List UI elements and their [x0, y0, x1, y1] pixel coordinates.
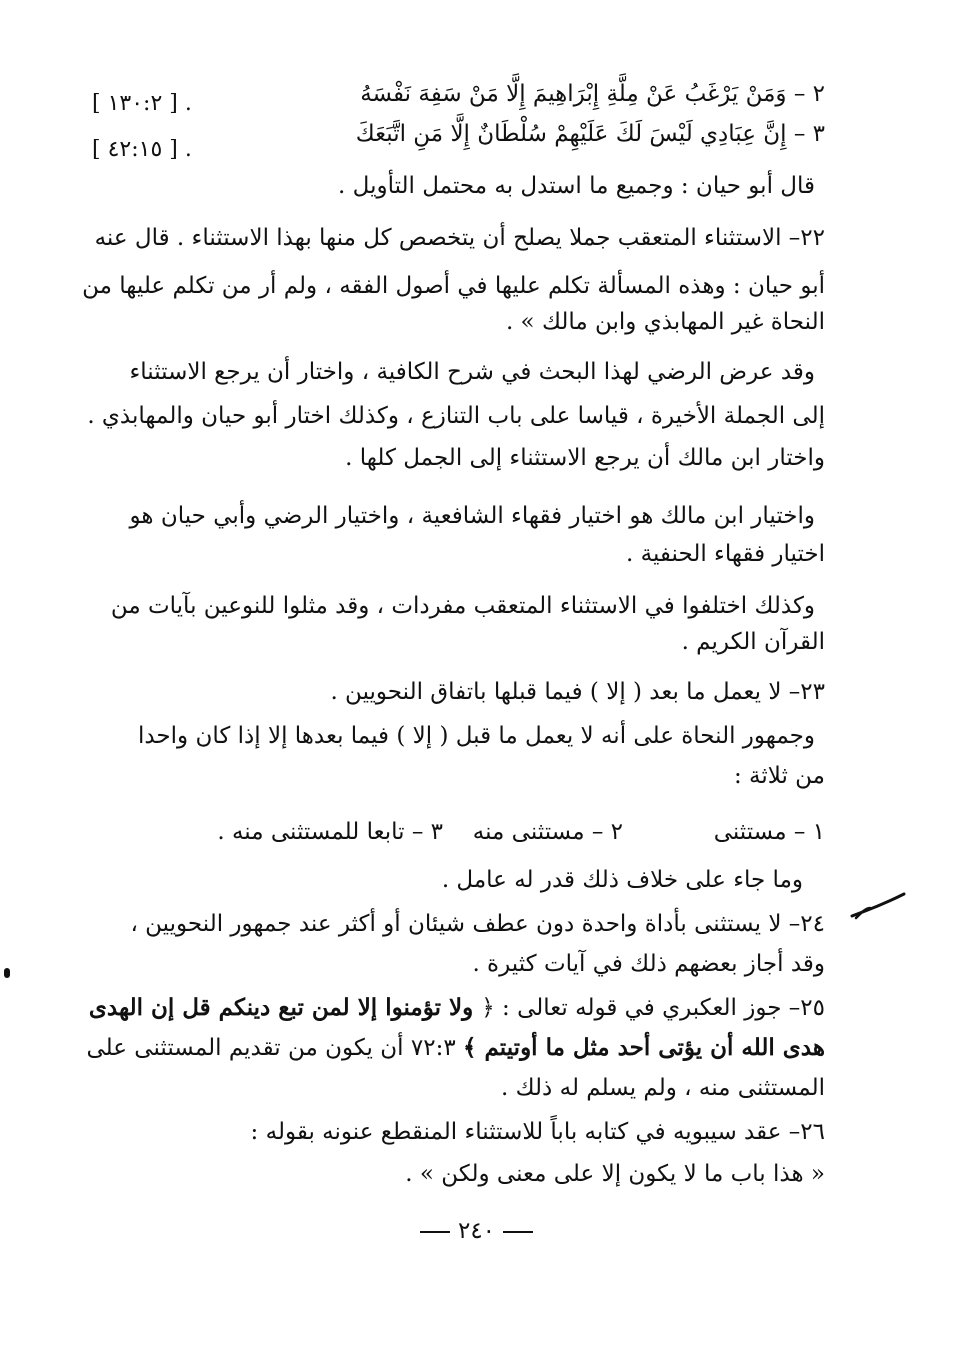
para-wama: وما جاء على خلاف ذلك قدر له عامل . [441, 867, 803, 893]
para-25-continuation: ٧٢:٣ أن يكون من تقديم المستثنى على [86, 1035, 463, 1061]
verse-3: ٣ – إِنَّ عِبَادِي لَيْسَ لَكَ عَلَيْهِمْ سُلْطَانٌ إِلَّا مَنِ اتَّبَعَكَ [355, 121, 825, 147]
para-jumhur-line-2: من ثلاثة : [733, 763, 825, 789]
abu-hayyan-note: قال أبو حيان : وجميع ما استدل به محتمل التأويل . [338, 173, 815, 199]
para-kadhalik-line-1: وكذلك اختلفوا في الاستثناء المتعقب مفردات ، وقد مثلوا للنوعين بآيات من [110, 593, 815, 619]
para-22-line-2: أبو حيان : وهذه المسألة تكلم عليها في أصول الفقه ، ولم أر من تكلم عليها من [82, 273, 825, 299]
para-23: ٢٣– لا يعمل ما بعد ( إلا ) فيما قبلها باتفاق النحويين . [330, 679, 825, 705]
para-ibn-malik-line-2: اختيار فقهاء الحنفية . [626, 541, 825, 567]
para-22-line-3: النحاة غير المهابذي وابن مالك » . [505, 309, 825, 335]
page-number-dash-left [420, 1231, 450, 1233]
para-jumhur-line-1: وجمهور النحاة على أنه لا يعمل ما قبل ( إلا ) فيما بعدها إلا إذا كان واحدا [137, 723, 815, 749]
list-item-2: ٢ – مستثنى منه [472, 819, 623, 845]
margin-pen-mark [848, 888, 908, 928]
quran-quote-part-1: ولا تؤمنوا إلا لمن تبع دينكم قل إن الهدى [88, 994, 482, 1021]
page-number-dash-right [503, 1231, 533, 1233]
page-number [0, 1218, 953, 1244]
para-radi-line-2: إلى الجملة الأخيرة ، قياسا على باب التنازع ، وكذلك اختار أبو حيان والمهابذي . [87, 403, 825, 429]
list-item-3: ٣ – تابعا للمستثنى منه . [217, 819, 443, 845]
para-radi-line-3: واختار ابن مالك أن يرجع الاستثناء إلى الجمل كلها . [345, 445, 825, 471]
edge-ink-dot [4, 968, 10, 978]
para-26-line-2: « هذا باب ما لا يكون إلا على معنى ولكن » . [405, 1161, 825, 1187]
para-26-line-1: ٢٦– عقد سيبويه في كتابه باباً للاستثناء المنقطع عنونه بقوله : [250, 1119, 825, 1145]
para-25-line-3: المستثنى منه ، ولم يسلم له ذلك . [501, 1075, 825, 1101]
para-25-line-1 [89, 992, 825, 1024]
verse-3-ref: [ ٤٢:١٥ ] . [92, 137, 192, 162]
para-24-line-1: ٢٤– لا يستثنى بأداة واحدة دون عطف شيئان أو أكثر عند جمهور النحويين ، [130, 911, 825, 937]
para-radi-line-1: وقد عرض الرضي لهذا البحث في شرح الكافية ، واختار أن يرجع الاستثناء [129, 359, 815, 385]
para-ibn-malik-line-1: واختيار ابن مالك هو اختيار فقهاء الشافعية ، واختيار الرضي وأبي حيان هو [129, 503, 815, 529]
para-24-line-2: وقد أجاز بعضهم ذلك في آيات كثيرة . [472, 951, 825, 977]
quran-quote-part-2: هدى الله أن يؤتى أحد مثل ما أوتيتم ﴾ [463, 1034, 825, 1061]
list-item-1: ١ – مستثنى [713, 819, 825, 845]
verse-2: ٢ – وَمَنْ يَرْغَبُ عَنْ مِلَّةِ إِبْرَاهِيمَ إِلَّا مَنْ سَفِهَ نَفْسَهُ [360, 81, 825, 107]
verse-2-ref: [ ١٣٠:٢ ] . [92, 91, 192, 116]
para-25-intro: ٢٥– جوز العكبري في قوله تعالى : ﴿ [481, 995, 825, 1021]
para-25-line-2 [86, 1032, 825, 1064]
para-22-line-1: ٢٢– الاستثناء المتعقب جملا يصلح أن يتخصص كل منها بهذا الاستثناء . قال عنه [94, 225, 825, 251]
page-number-text: ٢٤٠ [457, 1218, 496, 1244]
para-kadhalik-line-2: القرآن الكريم . [681, 629, 825, 655]
